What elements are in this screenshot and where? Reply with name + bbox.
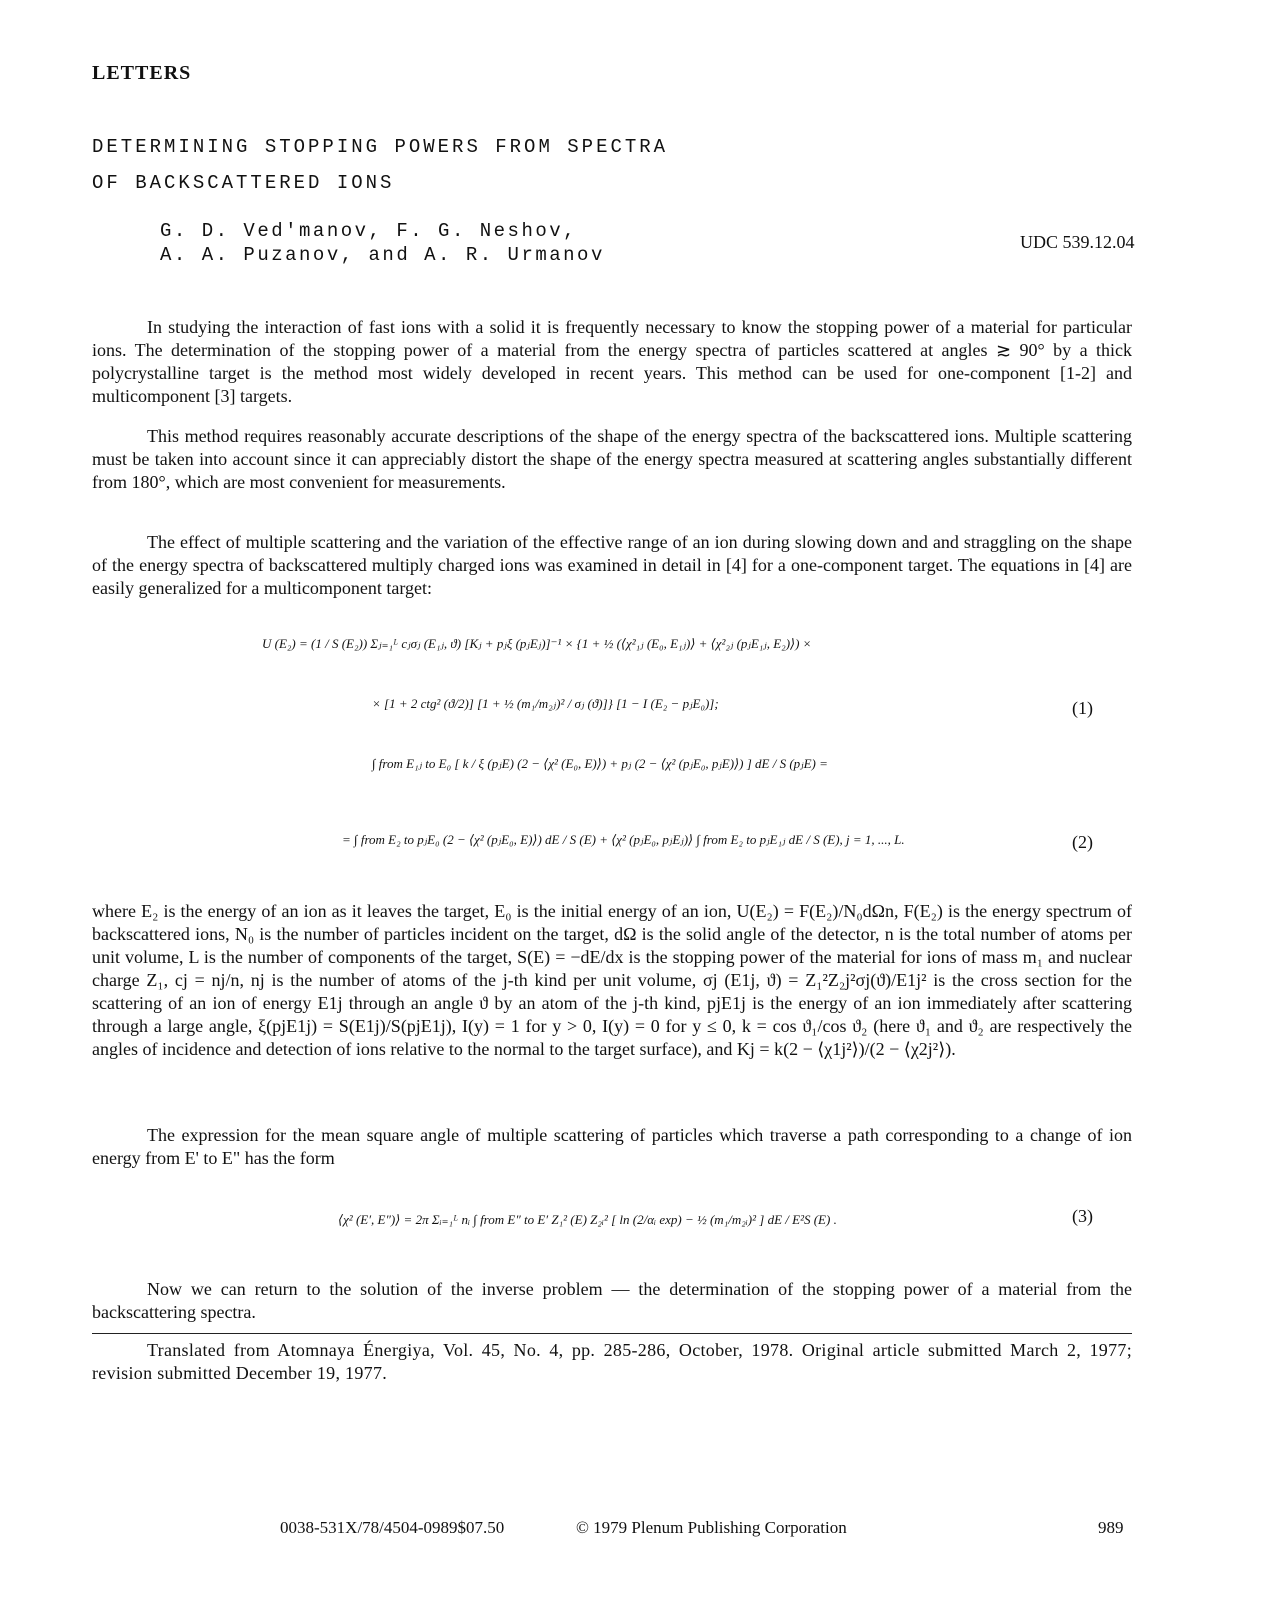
paragraph-2: [92, 425, 1132, 494]
equation-2-line-1: ∫ from E₁ⱼ to E₀ [ k / ξ (pⱼE) (2 − ⟨χ² (E₀, E)⟩) + pⱼ (2 − ⟨χ² (pⱼE₀, pⱼE)⟩) ] dE / S (pⱼE) =: [372, 756, 828, 771]
equation-1-line-1: U (E₂) = (1 / S (E₂)) Σⱼ₌₁ᴸ cⱼσⱼ (E₁ⱼ, ϑ) [Kⱼ + pⱼξ (pⱼEⱼ)]⁻¹ × {1 + ½ (⟨χ²₁ⱼ (E₀, E₁ⱼ)⟩ + ⟨χ²₂ⱼ (pⱼE₁ⱼ, E₂)⟩) ×: [262, 636, 812, 651]
footnote: [92, 1339, 1132, 1385]
paragraph-1-text: In studying the interaction of fast ions with a solid it is frequently necessary to know the stopping power of a material for particular ions. The determination of the stopping power of a material from the energy spectra of particles scattered at angles ≳ 90° by a thick polycrystalline target is the method most widely developed in recent years. This method can be used for one-component [1-2] and multicomponent [3] targets.: [92, 317, 1132, 406]
paragraph-3-text: The effect of multiple scattering and the variation of the effective range of an ion during slowing down and and straggling on the shape of the energy spectra of backscattered multiply charged ions was examined in detail in [4] for a one-component target. The equations in [4] are easily generalized for a multicomponent target:: [92, 532, 1132, 598]
authors-line-2: A. A. Puzanov, and A. R. Urmanov: [160, 244, 605, 266]
paragraph-1: [92, 316, 1132, 408]
footnote-text: Translated from Atomnaya Énergiya, Vol. 45, No. 4, pp. 285-286, October, 1978. Original article submitted March 2, 1977; revision submitted December 19, 1977.: [92, 1340, 1132, 1383]
section-label: LETTERS: [92, 62, 192, 84]
paragraph-6-text: Now we can return to the solution of the inverse problem — the determination of the stopping power of a material from the backscattering spectra.: [92, 1279, 1132, 1322]
equation-1-line-2: × [1 + 2 ctg² (ϑ/2)] [1 + ½ (m₁/m₂ⱼ)² / σⱼ (ϑ)]} [1 − I (E₂ − pⱼE₀)];: [372, 696, 719, 711]
paragraph-4: [92, 900, 1132, 1061]
paragraph-2-text: This method requires reasonably accurate descriptions of the shape of the energy spectra of the backscattered ions. Multiple scattering must be taken into account since it can appreciably distort the shape of the energy spectra measured at scattering angles substantially different from 180°, which are most convenient for measurements.: [92, 426, 1132, 492]
paragraph-4-text: where E₂ is the energy of an ion as it leaves the target, E₀ is the initial energy of an ion, U(E₂) = F(E₂)/N₀dΩn, F(E₂) is the energy spectrum of backscattered ions, N₀ is the number of particles incident on the target, dΩ is the solid angle of the detector, n is the total number of atoms per unit volume, L is the number of components of the target, S(E) = −dE/dx is the stopping power of the material for ions of mass m₁ and nuclear charge Z₁, cj = nj/n, nj is the number of atoms of the j-th kind per unit volume, σj (E1j, ϑ) = Z₁²Z₂j²σj(ϑ)/E1j² is the cross section for the scattering of an ion of energy E1j through an angle ϑ by an atom of the j-th kind, pjE1j is the energy of an ion immediately after scattering through a large angle, ξ(pjE1j) = S(E1j)/S(pjE1j), I(y) = 1 for y > 0, I(y) = 0 for y ≤ 0, k = cos ϑ₁/cos ϑ₂ (here ϑ₁ and ϑ₂ are respectively the angles of incidence and detection of ions relative to the normal to the target surface), and Kj = k(2 − ⟨χ1j²⟩)/(2 − ⟨χ2j²⟩).: [92, 901, 1132, 1059]
equation-number-2: (2): [1072, 832, 1093, 852]
title-line-2: OF BACKSCATTERED IONS: [92, 172, 395, 194]
page-number: 989: [1098, 1518, 1124, 1537]
footnote-rule: [92, 1333, 1132, 1334]
paragraph-3: [92, 531, 1132, 600]
equation-2-line-2: = ∫ from E₂ to pⱼE₀ (2 − ⟨χ² (pⱼE₀, E)⟩) dE / S (E) + ⟨χ² (pⱼE₀, pⱼEⱼ)⟩ ∫ from E₂ to pⱼE₁ⱼ dE / S (E), j = 1, ..., L.: [342, 832, 905, 847]
copyright-line: © 1979 Plenum Publishing Corporation: [576, 1518, 847, 1537]
udc-code: UDC 539.12.04: [1020, 232, 1135, 252]
equation-3: ⟨χ² (E′, E″)⟩ = 2π Σᵢ₌₁ᴸ nᵢ ∫ from E″ to E′ Z₁² (E) Z₂ᵢ² [ ln (2/αᵢ exp) − ½ (m₁/m₂ᵢ)² ] dE / E²S (E) .: [338, 1212, 837, 1227]
paragraph-5-text: The expression for the mean square angle of multiple scattering of particles which traverse a path corresponding to a change of ion energy from E' to E" has the form: [92, 1125, 1132, 1168]
equation-number-1: (1): [1072, 698, 1093, 718]
paragraph-5: [92, 1124, 1132, 1170]
equation-number-3: (3): [1072, 1206, 1093, 1226]
title-line-1: DETERMINING STOPPING POWERS FROM SPECTRA: [92, 136, 669, 158]
paragraph-6: [92, 1278, 1132, 1324]
authors-line-1: G. D. Ved'manov, F. G. Neshov,: [160, 220, 578, 242]
publication-code: 0038-531X/78/4504-0989$07.50: [280, 1518, 505, 1537]
